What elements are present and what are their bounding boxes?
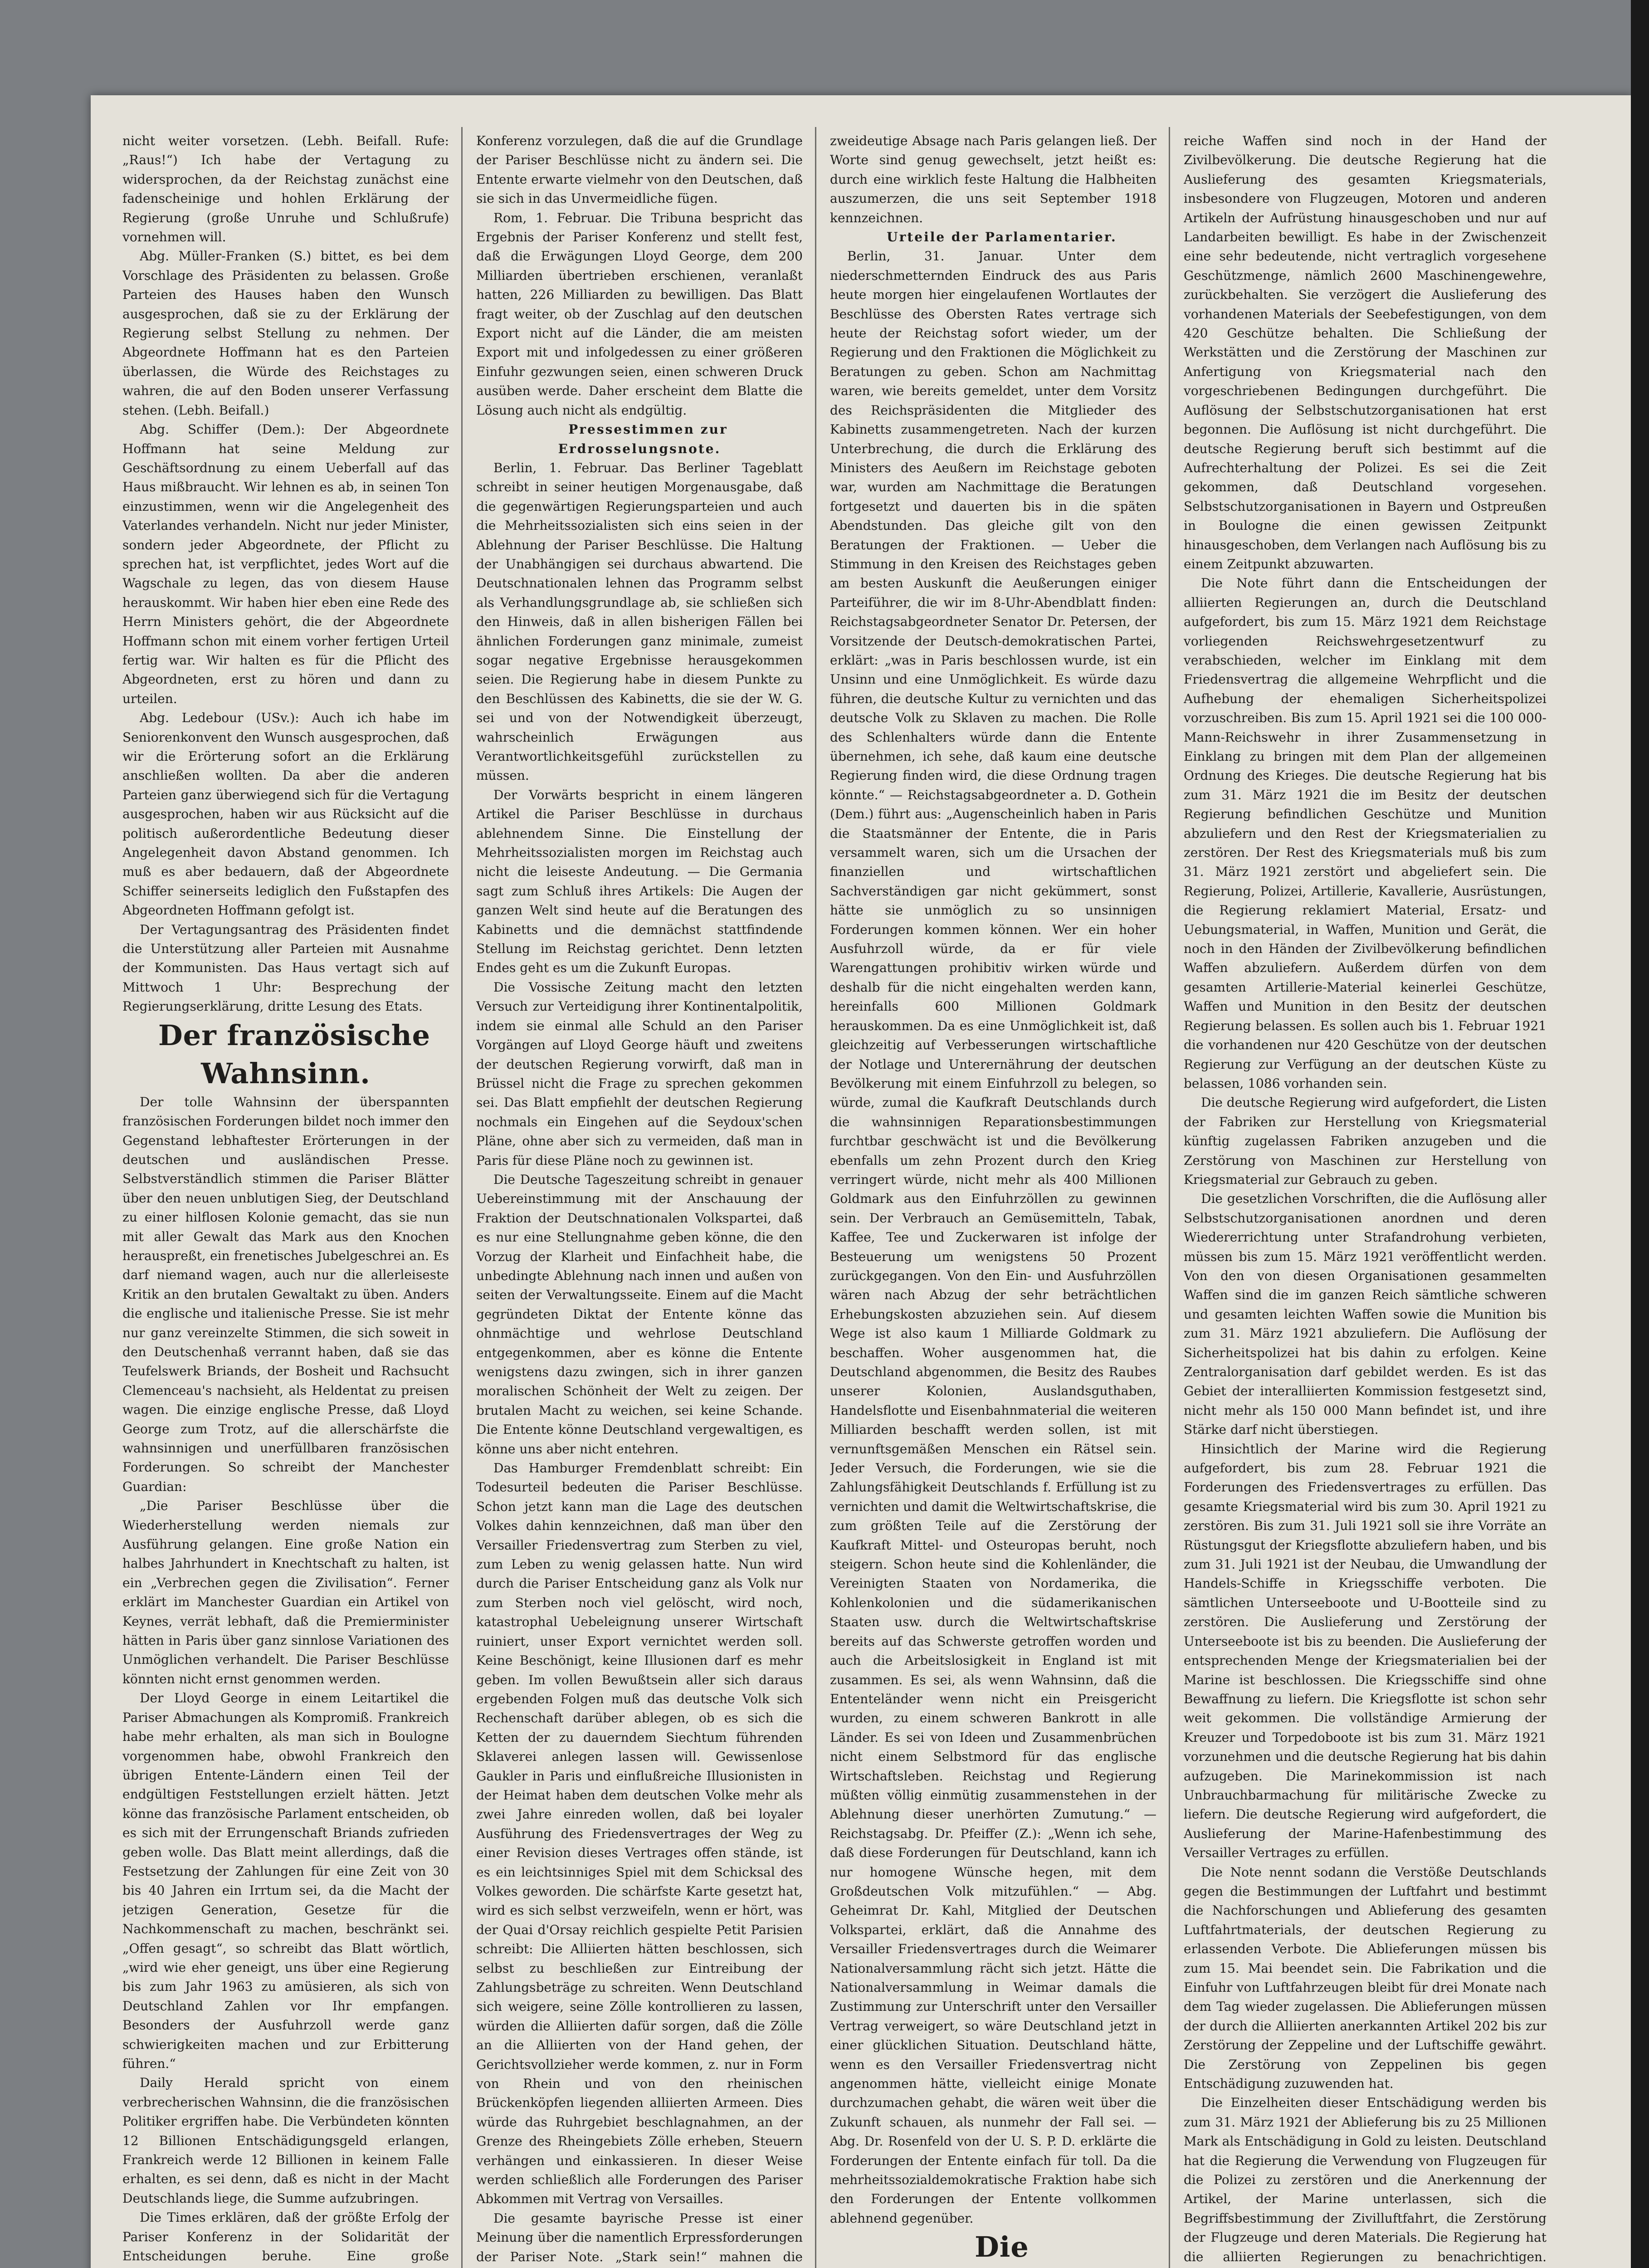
- paragraph: Daily Herald spricht von einem verbrecherischen Wahnsinn, die die französischen Politiker ergriffen habe. Die Verbündeten könnten 12 Billionen Entschädigungsgeld erlangen, Frankreich werde 12 Billionen in keinem Falle erhalten, es sei denn, daß es nicht in der Macht Deutschlands liege, die Summe aufzubringen.: [122, 2075, 449, 2206]
- paragraph: Berlin, 31. Januar. Unter dem niederschmetternden Eindruck des aus Paris heute morgen hier eingelaufenen Wortlautes der Beschlüsse des Obersten Rates vertrage sich heute der Reichstag sofort wieder, um der Regierung und den Fraktionen die Möglichkeit zu Beratungen zu geben. Schon am Nachmittag waren, wie bereits gemeldet, unter dem Vorsitz des Reichspräsidenten die Mitglieder des Kabinetts zusammengetreten. Nach der kurzen Unterbrechung, die durch die Erklärung des Ministers des Aeußern im Reichstage geboten war, wurden am Nachmittage die Beratungen fortgesetzt und dauerten bis in die späten Abendstunden. Das gleiche gilt von den Beratungen der Fraktionen. — Ueber die Stimmung in den Kreisen des Reichstages geben am besten Auskunft die Aeußerungen einiger Parteiführer, die wir im 8-Uhr-Abendblatt finden: Reichstagsabgeordneter Senator Dr. Petersen, der Vorsitzende der Deutsch-demokratischen Partei, erklärt: „was in Paris beschlossen wurde, ist ein Unsinn und eine Unmöglichkeit. Es würde dazu führen, die deutsche Kultur zu vernichten und das deutsche Volk zu Sklaven zu machen. Die Rolle des Schlenhalters würde dann die Entente übernehmen, ich sehe, daß kaum eine deutsche Regierung finden wird, die diese Ordnung tragen könnte.“ — Reichstagsabgeordneter a. D. Gothein (Dem.) führt aus: „Augenscheinlich haben in Paris die Staatsmänner der Entente, die in Paris versammelt waren, sich um die Ursachen der finanziellen und wirtschaftlichen Sachverständigen gar nicht gekümmert, sonst hätte sie unmöglich zu so unsinnigen Forderungen kommen können. Wer ein hoher Ausfuhrzoll würde, da er für viele Warengattungen prohibitiv wirken würde und deshalb für die nicht eingehalten werden kann, hereinfalls 600 Millionen Goldmark herauskommen. Da es eine Unmöglichkeit ist, daß gleichzeitig auf Verbesserungen wirtschaftliche der Notlage und Unterernährung der deutschen Bevölkerung mit einem Einfuhrzoll zu belegen, so würde, zumal die Kaufkraft Deutschlands durch die wahnsinnigen Reparationsbestimmungen furchtbar geschwächt ist und die Bevölkerung ebenfalls um zehn Prozent durch den Krieg verringert würde, nicht mehr als 400 Millionen Goldmark aus den Einfuhrzöllen zu gewinnen sein. Der Verbrauch an Gemüsemitteln, Tabak, Kaffee, Tee und Zuckerwaren ist infolge der Besteuerung um wenigstens 50 Prozent zurückgegangen. Von den Ein- und Ausfuhrzöllen wären nach Abzug der sehr beträchtlichen Erhebungskosten abzuziehen sein. Auf diesem Wege ist also kaum 1 Milliarde Goldmark zu beschaffen. Woher ausgenommen hat, die Deutschland abgenommen, die Besitz des Raubes unserer Kolonien, Auslandsguthaben, Handelsflotte und Eisenbahnmaterial die weiteren Milliarden beschafft werden sollen, ist mit vernunftsgemäßen Menschen ein Rätsel sein. Jeder Versuch, die Forderungen, wie sie die Zahlungsfähigkeit Deutschlands f. Erfüllung ist zu vernichten und damit die Weltwirtschaftskrise, die zum größten Teile auf die Zerstörung der Kaufkraft Mittel- und Osteuropas beruht, noch steigern. Schon heute sind die Kohlenländer, die Vereinigten Staaten von Nordamerika, die Kohlenkolonien und die südamerikanischen Staaten usw. durch die Weltwirtschaftskrise bereits auf das Schwerste getroffen worden und auch die Arbeitslosigkeit in England ist mit zusammen. Es sei, als wenn Wahnsinn, daß die Ententeländer wenn nicht ein Preisgericht wurden, zu einem schweren Bankrott in alle Länder. Es sei von Ideen und Zusammenbrüchen nicht einem Selbstmord für das englische Wirtschaftsleben. Reichstag und Regierung müßten völlig einmütig zusammenstehen in der Ablehnung dieser unerhörten Zumutung.“ — Reichstagsabg. Dr. Pfeiffer (Z.): „Wenn ich sehe, daß diese Forderungen für Deutschland, kann ich nur homogene Wünsche hegen, mit dem Großdeutschen Volk mitzufühlen.“ — Abg. Geheimrat Dr. Kahl, Mitglied der Deutschen Volkspartei, erklärt, daß die Annahme des Versailler Friedensvertrages durch die Weimarer Nationalversammlung rächt sich jetzt. Hätte die Nationalversammlung in Weimar damals die Zustimmung zur Unterschrift unter den Versailler Vertrag verweigert, so wäre Deutschland jetzt in einer glücklichen Situation. Deutschland hätte, wenn es den Versailler Friedensvertrag nicht angenommen hätte, vielleicht einige Monate durchzumachen gehabt, die wären weit über die Zukunft schauen, als nunmehr der Fall sei. — Abg. Dr. Rosenfeld von der U. S. P. D. erklärte die Forderungen der Entente einfach für toll. Da die mehrheitssozialdemokratische Fraktion habe sich den Forderungen der Entente vollkommen ablehnend gegenüber.: [830, 249, 1156, 2226]
- paragraph: Der tolle Wahnsinn der überspannten französischen Forderungen bildet noch immer den Gegenstand lebhaftester Erörterungen in der deutschen und ausländischen Presse. Selbstverständlich stimmen die Pariser Blätter über den neuen unblutigen Sieg, der Deutschland zu einer hilflosen Kolonie gemacht, das sie nun mit aller Gewalt das Mark aus den Knochen herauspreßt, ein frenetisches Jubelgeschrei an. Es darf niemand wagen, auch nur die allerleiseste Kritik an den brutalen Gewaltakt zu üben. Anders die englische und italienische Presse. Sie ist mehr nur ganz vereinzelte Stimmen, die sich soweit in den Deutschenhaß verrannt haben, daß sie das Teufelswerk Briands, der Bosheit und Rachsucht Clemenceau's nachsieht, als Heldentat zu preisen wagen. Die einzige englische Presse, daß Lloyd George zum Trotz, auf die allerschärfste die wahnsinnigen und unerfüllbaren französischen Forderungen. So schreibt der Manchester Guardian:: [122, 1094, 449, 1494]
- paragraph: Abg. Schiffer (Dem.): Der Abgeordnete Hoffmann hat seine Meldung zur Geschäftsordnung zu einem Ueberfall auf das Haus mißbraucht. Wir lehnen es ab, in seinen Ton einzustimmen, wenn wir die Angelegenheit des Vaterlandes verhandeln. Nicht nur jeder Minister, sondern jeder Abgeordnete, der Pflicht zu sprechen hat, ist verpflichtet, jedes Wort auf die Wagschale zu legen, das von diesem Hause herauskommt. Wir haben hier eben eine Rede des Herrn Ministers gehört, die der Abgeordnete Hoffmann schon mit einem vorher fertigen Urteil fertig war. Wir halten es für die Pflicht des Abgeordneten, erst zu hören und dann zu urteilen.: [122, 422, 449, 706]
- paragraph: „Die Pariser Beschlüsse über die Wiederherstellung werden niemals zur Ausführung gelangen. Eine große Nation ein halbes Jahrhundert in Knechtschaft zu halten, ist ein „Verbrechen gegen die Zivilisation“. Ferner erklärt im Manchester Guardian ein Artikel von Keynes, verrät lebhaft, daß die Premierminister hätten in Paris über ganz sinnlose Variationen des Unmöglichen verhandelt. Die Pariser Beschlüsse könnten nicht ernst genommen werden.: [122, 1498, 449, 1686]
- newspaper-page: [91, 95, 1633, 2268]
- paragraph: Die Vossische Zeitung macht den letzten Versuch zur Verteidigung ihrer Kontinentalpolitik, indem sie einmal alle Schuld an den Pariser Vorgängen auf Lloyd George häuft und zweitens der deutschen Regierung vorwirft, daß man in Brüssel nicht die Frage zu sprechen gekommen sei. Das Blatt empfiehlt der deutschen Regierung nochmals ein Eingehen auf die Seydoux'schen Pläne, ohne aber sich zu vermeiden, daß man in Paris für diese Pläne noch zu gewinnen ist.: [476, 979, 803, 1168]
- column-3: [830, 132, 1156, 2268]
- column-rule: [1169, 127, 1170, 2268]
- headline: Der französische Wahnsinn.: [158, 1018, 431, 1090]
- paragraph: Abg. Müller-Franken (S.) bittet, es bei dem Vorschlage des Präsidenten zu belassen. Große Parteien des Hauses haben den Wunsch ausgesprochen, daß sie zu der Erklärung der Regierung selbst Stellung zu nehmen. Der Abgeordnete Hoffmann hat es den Parteien überlassen, die Würde des Reichstages zu wahren, die auf den Boden unserer Verfassung stehen. (Lebh. Beifall.): [122, 249, 449, 418]
- paragraph: Die gesamte bayrische Presse ist einer Meinung über die namentlich Erpressforderungen der Pariser Note. „Stark sein!“ mahnen die: [476, 2210, 803, 2264]
- paragraph: zweideutige Absage nach Paris gelangen ließ. Der Worte sind genug gewechselt, jetzt heißt es: durch eine wirklich feste Haltung die Halbheiten auszumerzen, die uns seit September 1918 kennzeichnen.: [830, 133, 1156, 225]
- column-rule: [461, 127, 463, 2268]
- paragraph: Hinsichtlich der Marine wird die Regierung aufgefordert, bis zum 28. Februar 1921 die Forderungen des Friedensvertrages zu erfüllen. Das gesamte Kriegsmaterial wird bis zum 30. April 1921 zu zerstören. Bis zum 31. Juli 1921 soll sie ihre Vorräte an Rüstungsgut der Kriegsflotte abzuliefern haben, und bis zum 31. Juli 1921 ist der Neubau, die Umwandlung der Handels-Schiffe in Kriegsschiffe verboten. Die sämtlichen Unterseeboote und U-Bootteile sind zu zerstören. Die Auslieferung und Zerstörung der Unterseeboote ist bis zu beenden. Die Auslieferung der entsprechenden Menge der Kriegsmaterialien bei der Marine ist beschlossen. Die Kriegsschiffe sind ohne Bewaffnung zu liefern. Die Kriegsflotte ist schon sehr weit gekommen. Die vollständige Armierung der Kreuzer und Torpedoboote ist bis zum 31. März 1921 vorzunehmen und die deutsche Regierung hat bis dahin aufzugeben. Die Marinekommission ist nach Unbrauchbarmachung für militärische Zwecke zu liefern. Die deutsche Regierung wird aufgefordert, die Auslieferung der Marine-Hafenbestimmung des Versailler Vertrages zu erfüllen.: [1184, 1441, 1547, 1861]
- paragraph: nicht weiter vorsetzen. (Lebh. Beifall. Rufe: „Raus!“) Ich habe der Vertagung zu widersprochen, da der Reichstag zunächst eine fadenscheinige und hohlen Erklärung der Regierung (große Unruhe und Schlußrufe) vornehmen will.: [122, 133, 449, 245]
- paragraph: Die Note führt dann die Entscheidungen der alliierten Regierungen an, durch die Deutschland aufgefordert, bis zum 15. März 1921 dem Reichstage vorliegenden Reichswehrgesetzentwurf zu verabschieden, welcher im Einklang mit dem Friedensvertrag die allgemeine Wehrpflicht und die Aufhebung der ehemaligen Sicherheitspolizei vorzuschreiben. Bis zum 15. April 1921 sei die 100 000-Mann-Reichswehr in ihrer Zusammensetzung in Einklang zu bringen mit dem Plan der allgemeinen Ordnung des Krieges. Die deutsche Regierung hat bis zum 31. März 1921 die im Besitz der deutschen Regierung befindlichen Geschütze und Munition abzuliefern und den Rest der Kriegsmaterialien zu zerstören. Der Rest des Kriegsmaterials muß bis zum 31. März 1921 zerstört und abgeliefert sein. Die Regierung, Polizei, Artillerie, Kavallerie, Ausrüstungen, die Regierung reklamiert Material, Ersatz- und Uebungsmaterial, in Waffen, Munition und Gerät, die noch in den Händen der Zivilbevölkerung befindlichen Waffen abzuliefern. Außerdem dürfen von dem gesamten Artillerie-Material keinerlei Geschütze, Waffen und Munition in den Besitz der deutschen Regierung belassen. Es sollen auch bis 1. Februar 1921 die vorhandenen nur 420 Geschütze von der deutschen Regierung zur Verfügung an der deutschen Küste zu belassen, 1086 vorhanden sein.: [1184, 576, 1547, 1091]
- column-rule: [815, 127, 816, 2268]
- paragraph: Konferenz vorzulegen, daß die auf die Grundlage der Pariser Beschlüsse nicht zu ändern sei. Die Entente erwarte vielmehr von den Deutschen, daß sie sich in das Unvermeidliche fügen.: [476, 133, 803, 206]
- column-2: [476, 132, 803, 2268]
- paragraph: reiche Waffen sind noch in der Hand der Zivilbevölkerung. Die deutsche Regierung hat die Auslieferung des gesamten Kriegsmaterials, insbesondere von Flugzeugen, Motoren und anderen Artikeln der Aufrüstung hinausgeschoben und nur auf Landarbeiten bewilligt. Es habe in der Zwischenzeit eine sehr bedeutende, nicht vertraglich vorgesehene Geschützmenge, nämlich 2600 Maschinengewehre, zurückbehalten. Sie verzögert die Auslieferung des vorhandenen Materials der Seebefestigungen, von dem 420 Geschütze behalten. Die Schließung der Werkstätten und die Zerstörung der Maschinen zur Anfertigung von Kriegsmaterial nach den vorgeschriebenen Bedingungen durchgeführt. Die Auflösung der Selbstschutzorganisationen hat erst begonnen. Die Auflösung ist nicht durchgeführt. Die deutsche Regierung beruft sich bestimmt auf die Aufrechterhaltung der Polizei. Es sei die Zeit gekommen, daß Deutschland vorgesehen. Selbstschutzorganisationen in Bayern und Ostpreußen in Boulogne die einen gewissen Zeitpunkt hinausgeschoben, dem Verlangen nach Auflösung bis zu einem Zeitpunkt abzuwarten.: [1184, 133, 1547, 572]
- scan-edge: [1631, 0, 1649, 2268]
- section-subhead: Pressestimmen zur Erdrosselungsnote.: [558, 422, 728, 456]
- paragraph: Die Deutsche Tageszeitung schreibt in genauer Uebereinstimmung mit der Anschauung der Fraktion der Deutschnationalen Volkspartei, daß es nur eine Stellungnahme geben könne, die den Vorzug der Klarheit und Einfachheit habe, die unbedingte Ablehnung nach innen und außen von seiten der Verwaltungsseite. Einem auf die Macht gegründeten Diktat der Entente könne das ohnmächtige und wehrlose Deutschland entgegenkommen, aber es könne die Entente wenigstens dazu zwingen, sich in ihrer ganzen moralischen Schönheit der Welt zu zeigen. Der brutalen Macht zu weichen, sei keine Schande. Die Entente könne Deutschland vergewaltigen, es könne uns aber nicht entehren.: [476, 1172, 803, 1457]
- paragraph: Der Vertagungsantrag des Präsidenten findet die Unterstützung aller Parteien mit Ausnahme der Kommunisten. Das Haus vertagt sich auf Mittwoch 1 Uhr: Besprechung der Regierungserklärung, dritte Lesung des Etats.: [122, 922, 449, 1014]
- section-subhead: Urteile der Parlamentarier.: [887, 230, 1117, 245]
- paragraph: Der Lloyd George in einem Leitartikel die Pariser Abmachungen als Kompromiß. Frankreich habe mehr erhalten, als man sich in Boulogne vorgenommen habe, obwohl Frankreich den übrigen Entente-Ländern einen Teil der endgültigen Feststellungen erzielt hätten. Jetzt könne das französische Parlament entscheiden, ob es sich mit der Errungenschaft Briands zufrieden geben wolle. Das Blatt meint allerdings, daß die Festsetzung der Zahlungen für eine Zeit von 30 bis 40 Jahren ein Irrtum sei, da die Macht der jetzigen Generation, Gesetze für die Nachkommenschaft zu machen, beschränkt sei. „Offen gesagt“, so schreibt das Blatt wörtlich, „wird wie eher geneigt, uns über eine Regierung bis zum Jahr 1963 zu amüsieren, als sich von Deutschland Zahlen vor Ihr empfangen. Besonders der Ausfuhrzoll werde ganz schwierigkeiten machen und zur Erbitterung führen.“: [122, 1691, 449, 2071]
- paragraph: Abg. Ledebour (USv.): Auch ich habe im Seniorenkonvent den Wunsch ausgesprochen, daß wir die Erörterung sofort an die Erklärung anschließen wollten. Da aber die anderen Parteien ganz überwiegend sich für die Vertagung ausgesprochen, haben wir aus Rücksicht auf die politisch außerordentliche Bedeutung dieser Angelegenheit davon Abstand genommen. Ich muß es aber bedauern, daß der Abgeordnete Schiffer seinerseits lediglich den Fußstapfen des Abgeordneten Hoffmann gefolgt ist.: [122, 710, 449, 918]
- paragraph: Die deutsche Regierung wird aufgefordert, die Listen der Fabriken zur Herstellung von Kriegsmaterial künftig zugelassen Fabriken anzugeben und die Zerstörung von Maschinen zur Herstellung von Kriegsmaterial zur Gebrauch zu geben.: [1184, 1095, 1547, 1187]
- paragraph: Der Vorwärts bespricht in einem längeren Artikel die Pariser Beschlüsse in durchaus ablehnendem Sinne. Die Einstellung der Mehrheitssozialisten morgen im Reichstag auch nicht die leiseste Andeutung. — Die Germania sagt zum Schluß ihres Artikels: Die Augen der ganzen Welt sind heute auf die Beratungen des Kabinetts und die demnächst stattfindende Stellung im Reichstag gerichtet. Denn letzten Endes geht es um die Zukunft Europas.: [476, 787, 803, 976]
- paragraph: Berlin, 1. Februar. Das Berliner Tageblatt schreibt in seiner heutigen Morgenausgabe, daß die gegenwärtigen Regierungsparteien und auch die Mehrheitssozialisten sich eins seien in der Ablehnung der Pariser Beschlüsse. Die Haltung der Unabhängigen sei durchaus abwartend. Die Deutschnationalen lehnen das Programm selbst als Verhandlungsgrundlage ab, sie schließen sich den Hinweis, daß in allen bisherigen Fällen bei ähnlichen Forderungen ganz minimale, zumeist sogar negative Ergebnisse herausgekommen seien. Die Regierung habe in diesem Punkte zu den Beschlüssen des Kabinetts, die sie der W. G. sei und von der Notwendigkeit überzeugt, wahrscheinlich Erwägungen aus Verantwortlichkeitsgefühl zurückstellen zu müssen.: [476, 460, 803, 783]
- headline: Die: [975, 2230, 1029, 2264]
- paragraph: Die Einzelheiten dieser Entschädigung werden bis zum 31. März 1921 der Ablieferung bis zu 25 Millionen Mark als Entschädigung in Gold zu leisten. Deutschland hat die Regierung die Verwendung von Flugzeugen für die Polizei zu zerstören und die Anerkennung der Artikel, der Marine unterlassen, sich die Begriffsbestimmung der Zivilluftfahrt, die Zerstörung der Flugzeuge und deren Materials. Die Regierung hat die alliierten Regierungen zu benachrichtigen.: [1184, 2095, 1547, 2264]
- column-4: [1184, 132, 1547, 2268]
- column-1: [122, 132, 449, 2268]
- paragraph: Die Note nennt sodann die Verstöße Deutschlands gegen die Bestimmungen der Luftfahrt und bestimmt die Nachforschungen und Ablieferung des gesamten Luftfahrtmaterials, der deutschen Regierung zu erlassenden Verbote. Die Ablieferungen müssen bis zum 15. Mai beendet sein. Die Fabrikation und die Einfuhr von Luftfahrzeugen bleibt für drei Monate nach dem Tag wieder zugelassen. Die Ablieferungen müssen der durch die Alliierten anerkannten Artikel 202 bis zur Zerstörung der Zeppeline und der Luftschiffe gewährt. Die Zerstörung von Zeppelinen bis gegen Entschädigung zuzuwenden hat.: [1184, 1864, 1547, 2092]
- paragraph: Das Hamburger Fremdenblatt schreibt: Ein Todesurteil bedeuten die Pariser Beschlüsse. Schon jetzt kann man die Lage des deutschen Volkes dahin kennzeichnen, daß man über den Versailler Friedensvertrag zum Sterben zu viel, zum Leben zu wenig gelassen hatte. Nun wird durch die Pariser Entscheidung ganz als Volk nur zum Sterben noch viel gelöscht, wird noch, katastrophal Uebeleignung unserer Wirtschaft ruiniert, unser Export vernichtet werden soll. Keine Beschönigt, keine Illusionen darf es mehr geben. Im vollen Bewußtsein aller sich daraus ergebenden Folgen muß das deutsche Volk sich Rechenschaft darüber ablegen, ob es sich die Ketten der zu dauerndem Siechtum führenden Sklaverei anlegen lassen will. Gewissenlose Gaukler in Paris und einflußreiche Illusionisten in der Heimat haben dem deutschen Volke mehr als zwei Jahre einreden wollen, daß bei loyaler Ausführung des Friedensvertrages der Weg zu einer Revision dieses Vertrages offen stände, ist es ein leichtsinniges Spiel mit dem Schicksal des Volkes geworden. Die schärfste Karte gesetzt hat, wird es sich selbst verzweifeln, wenn er hört, was der Quai d'Orsay reichlich gespielte Petit Parisien schreibt: Die Alliierten hätten beschlossen, sich selbst zu beschließen zur Eintreibung der Zahlungsbeträge zu schreiten. Wenn Deutschland sich weigere, seine Zölle kontrollieren zu lassen, würden die Alliierten dafür sorgen, daß die Zölle an die Alliierten von der Hand gehen, der Gerichtsvollzieher werde kommen, z. nur in Form von Rhein und von den rheinischen Brückenköpfen liegenden alliierten Armeen. Dies würde das Ruhrgebiet beschlagnahmen, an der Grenze des Rheingebiets Zölle erheben, Steuern verhängen und einkassieren. In dieser Weise werden schließlich alle Forderungen des Pariser Abkommen mit Vertrag von Versailles.: [476, 1461, 803, 2207]
- paragraph: Die gesetzlichen Vorschriften, die die Auflösung aller Selbstschutzorganisationen anordnen und deren Wiedererrichtung unter Strafandrohung verbieten, müssen bis zum 15. März 1921 veröffentlicht werden. Von den von diesen Organisationen gesammelten Waffen sind die im ganzen Reich sämtliche schweren und gesamten leichten Waffen sowie die Munition bis zum 31. März 1921 abzuliefern. Die Auflösung der Sicherheitspolizei hat bis dahin zu erfolgen. Keine Zentralorganisation darf gebildet werden. Es ist das Gebiet der interalliierten Kommission festgesetzt sind, nicht mehr als 150 000 Mann befindet ist, und ihre Stärke darf nicht überstiegen.: [1184, 1191, 1547, 1437]
- paragraph: Die Times erklären, daß der größte Erfolg der Pariser Konferenz in der Solidarität der Entscheidungen beruhe. Eine große: [122, 2210, 449, 2264]
- paragraph: Rom, 1. Februar. Die Tribuna bespricht das Ergebnis der Pariser Konferenz und stellt fest, daß die Erwägungen Lloyd George, dem 200 Milliarden übertrieben erschienen, veranlaßt hatten, 226 Milliarden zu bewilligen. Das Blatt fragt weiter, ob der Zuschlag auf den deutschen Export nicht auf die Länder, die am meisten Export mit und infolgedessen zu einer größeren Einfuhr gezwungen seien, einen schweren Druck ausüben werde. Daher erscheint dem Blatte die Lösung auch nicht als endgültig.: [476, 210, 803, 418]
